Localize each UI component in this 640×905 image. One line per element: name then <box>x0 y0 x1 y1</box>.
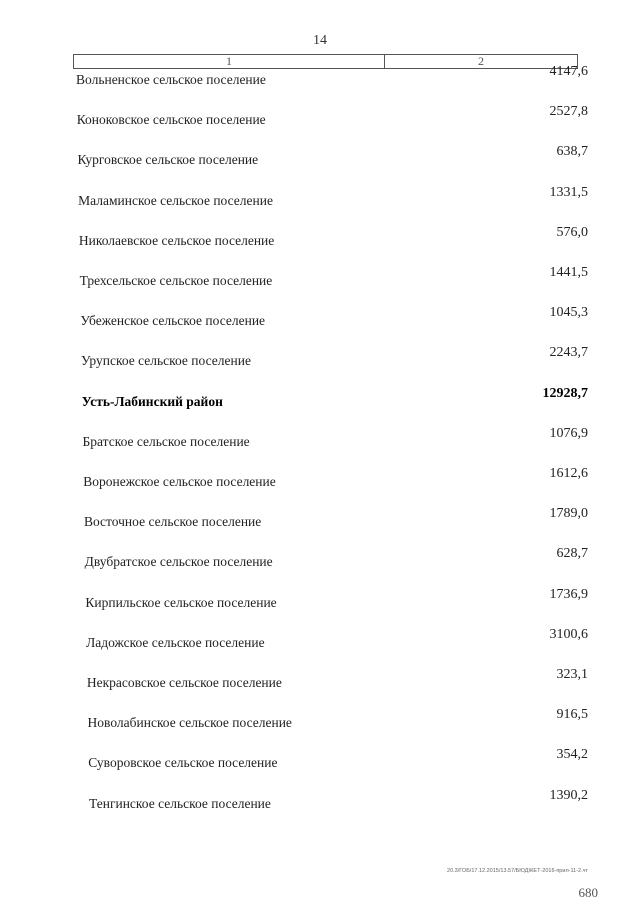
amount-value: 1076,9 <box>549 425 588 441</box>
settlement-name: Маламинское сельское поселение <box>78 192 273 208</box>
settlement-name: Братское сельское поселение <box>82 433 250 449</box>
amount-value: 1612,6 <box>549 466 588 481</box>
amount-value: 576,0 <box>556 224 588 240</box>
amount-value: 323,1 <box>556 667 588 682</box>
table-row <box>0 466 640 498</box>
table-row <box>0 425 640 458</box>
amount-value: 354,2 <box>556 747 588 763</box>
amount-value: 916,5 <box>556 707 588 723</box>
table-row <box>0 224 640 257</box>
table-row <box>0 626 640 659</box>
table-row <box>0 546 640 578</box>
table-row <box>0 64 640 96</box>
amount-value: 2243,7 <box>549 345 588 361</box>
settlement-name: Тенгинское сельское поселение <box>89 795 271 811</box>
table-row <box>0 385 640 418</box>
amount-value: 1441,5 <box>549 265 588 280</box>
settlement-name: Убеженское сельское поселение <box>80 313 266 329</box>
table-row <box>0 104 640 136</box>
footer-page-code: 680 <box>578 885 598 900</box>
footer-stamp: 20.3/ГОБ/17.12.2015/13.57/БЮДЖЕТ-2016-прил-11-2.чт <box>447 868 588 874</box>
settlement-name: Некрасовское сельское поселение <box>86 675 282 690</box>
table-row <box>0 184 640 217</box>
settlement-name: Вольненское сельское поселение <box>76 72 266 87</box>
page-number: 14 <box>313 33 327 48</box>
table-row <box>0 345 640 377</box>
settlement-name: Двубратское сельское поселение <box>84 554 273 570</box>
table-row <box>0 667 640 699</box>
settlement-name: Воронежское сельское поселение <box>83 474 276 489</box>
amount-value: 4147,6 <box>549 64 588 79</box>
settlement-name: Новолабинское сельское поселение <box>87 715 292 731</box>
table-row <box>0 707 640 739</box>
settlement-name: Суворовское сельское поселение <box>88 755 278 771</box>
amount-value: 1045,3 <box>549 305 588 321</box>
settlement-name: Коноковское сельское поселение <box>76 112 266 128</box>
table-row <box>0 144 640 176</box>
settlement-name: Восточное сельское поселение <box>83 514 262 530</box>
column-2-header: 2 <box>478 54 484 68</box>
amount-value: 1736,9 <box>549 586 588 602</box>
amount-value: 1331,5 <box>549 184 588 200</box>
settlement-name: Усть-Лабинский район <box>81 393 223 409</box>
settlement-name: Николаевское сельское поселение <box>78 232 275 248</box>
settlement-name: Трехсельское сельское поселение <box>79 273 273 288</box>
amount-value: 628,7 <box>556 546 588 562</box>
column-1-header: 1 <box>74 55 385 68</box>
settlement-name: Урупское сельское поселение <box>81 353 251 369</box>
amount-value: 1789,0 <box>549 506 588 522</box>
settlement-name: Курговское сельское поселение <box>77 152 259 168</box>
amount-value: 2527,8 <box>549 104 588 120</box>
table-row <box>0 586 640 619</box>
amount-value: 3100,6 <box>549 626 588 642</box>
amount-value: 12928,7 <box>542 385 588 401</box>
settlement-name: Кирпильское сельское поселение <box>85 594 277 610</box>
table-row <box>0 787 640 820</box>
amount-value: 638,7 <box>556 144 588 160</box>
table-row <box>0 265 640 297</box>
table-row <box>0 305 640 337</box>
amount-value: 1390,2 <box>549 787 588 803</box>
settlement-name: Ладожское сельское поселение <box>86 634 265 650</box>
table-row <box>0 747 640 779</box>
table-row <box>0 506 640 538</box>
